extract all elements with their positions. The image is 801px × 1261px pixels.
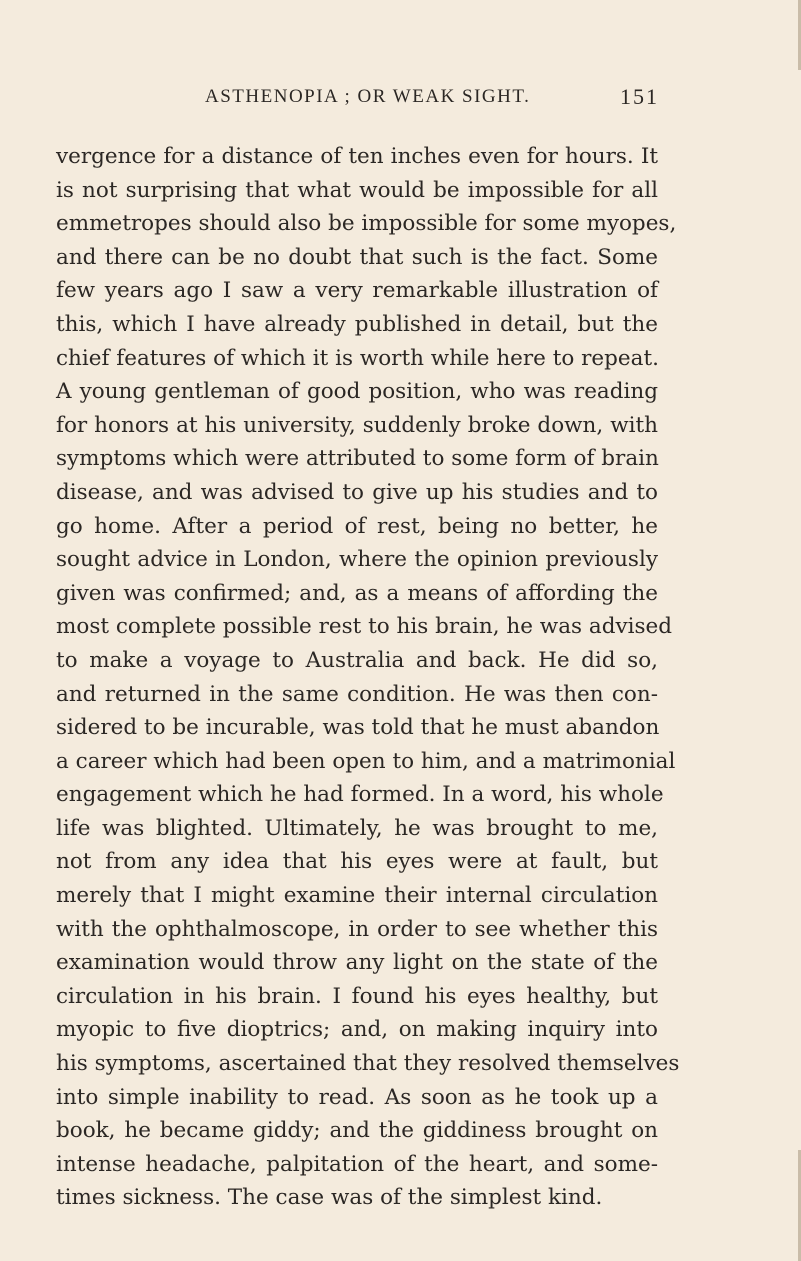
text-line: A young gentleman of good position, who was reading (56, 379, 658, 405)
text-line: his symptoms, ascertained that they resolved themselves (56, 1051, 680, 1077)
text-line: and returned in the same condition. He was then con- (56, 681, 658, 707)
text-line: circulation in his brain. I found his eyes healthy, but (56, 983, 658, 1009)
text-line: engagement which he had formed. In a word, his whole (56, 782, 664, 808)
text-line: go home. After a period of rest, being no better, he (56, 513, 658, 539)
running-title: ASTHENOPIA ; OR WEAK SIGHT. (205, 86, 531, 107)
text-line: sidered to be incurable, was told that he must abandon (56, 715, 660, 741)
text-line: times sickness. The case was of the simplest kind. (56, 1185, 603, 1211)
text-line: sought advice in London, where the opinion previously (56, 547, 658, 573)
text-line: and there can be no doubt that such is the fact. Some (56, 244, 658, 270)
text-line: few years ago I saw a very remarkable illustration of (56, 278, 658, 304)
text-line: symptoms which were attributed to some form of brain (56, 446, 659, 472)
text-line: intense headache, palpitation of the heart, and some- (56, 1151, 658, 1177)
text-line: this, which I have already published in detail, but the (56, 311, 658, 337)
body-text (56, 140, 680, 1215)
text-line: with the ophthalmoscope, in order to see whether this (56, 916, 658, 942)
text-line: book, he became giddy; and the giddiness brought on (56, 1118, 658, 1144)
text-line: chief features of which it is worth while here to repeat. (56, 345, 659, 371)
text-line: not from any idea that his eyes were at fault, but (56, 849, 658, 875)
text-line: to make a voyage to Australia and back. He did so, (56, 647, 658, 673)
text-line: given was confirmed; and, as a means of affording the (56, 580, 658, 606)
text-line: disease, and was advised to give up his studies and to (56, 479, 658, 505)
text-line: merely that I might examine their internal circulation (56, 883, 658, 909)
text-line: most complete possible rest to his brain, he was advised (56, 614, 673, 640)
text-line: into simple inability to read. As soon as he took up a (56, 1084, 658, 1110)
text-line: vergence for a distance of ten inches even for hours. It (56, 144, 658, 169)
text-line: emmetropes should also be impossible for some myopes, (56, 211, 677, 237)
running-head (0, 85, 801, 115)
text-line: a career which had been open to him, and a matrimonial (56, 748, 676, 774)
text-line: for honors at his university, suddenly broke down, with (56, 412, 658, 438)
text-line: examination would throw any light on the state of the (56, 950, 658, 976)
text-line: is not surprising that what would be impossible for all (56, 177, 658, 203)
text-line: life was blighted. Ultimately, he was brought to me, (56, 815, 658, 841)
text-line: myopic to five dioptrics; and, on making inquiry into (56, 1017, 658, 1043)
page-number: 151 (620, 84, 659, 109)
